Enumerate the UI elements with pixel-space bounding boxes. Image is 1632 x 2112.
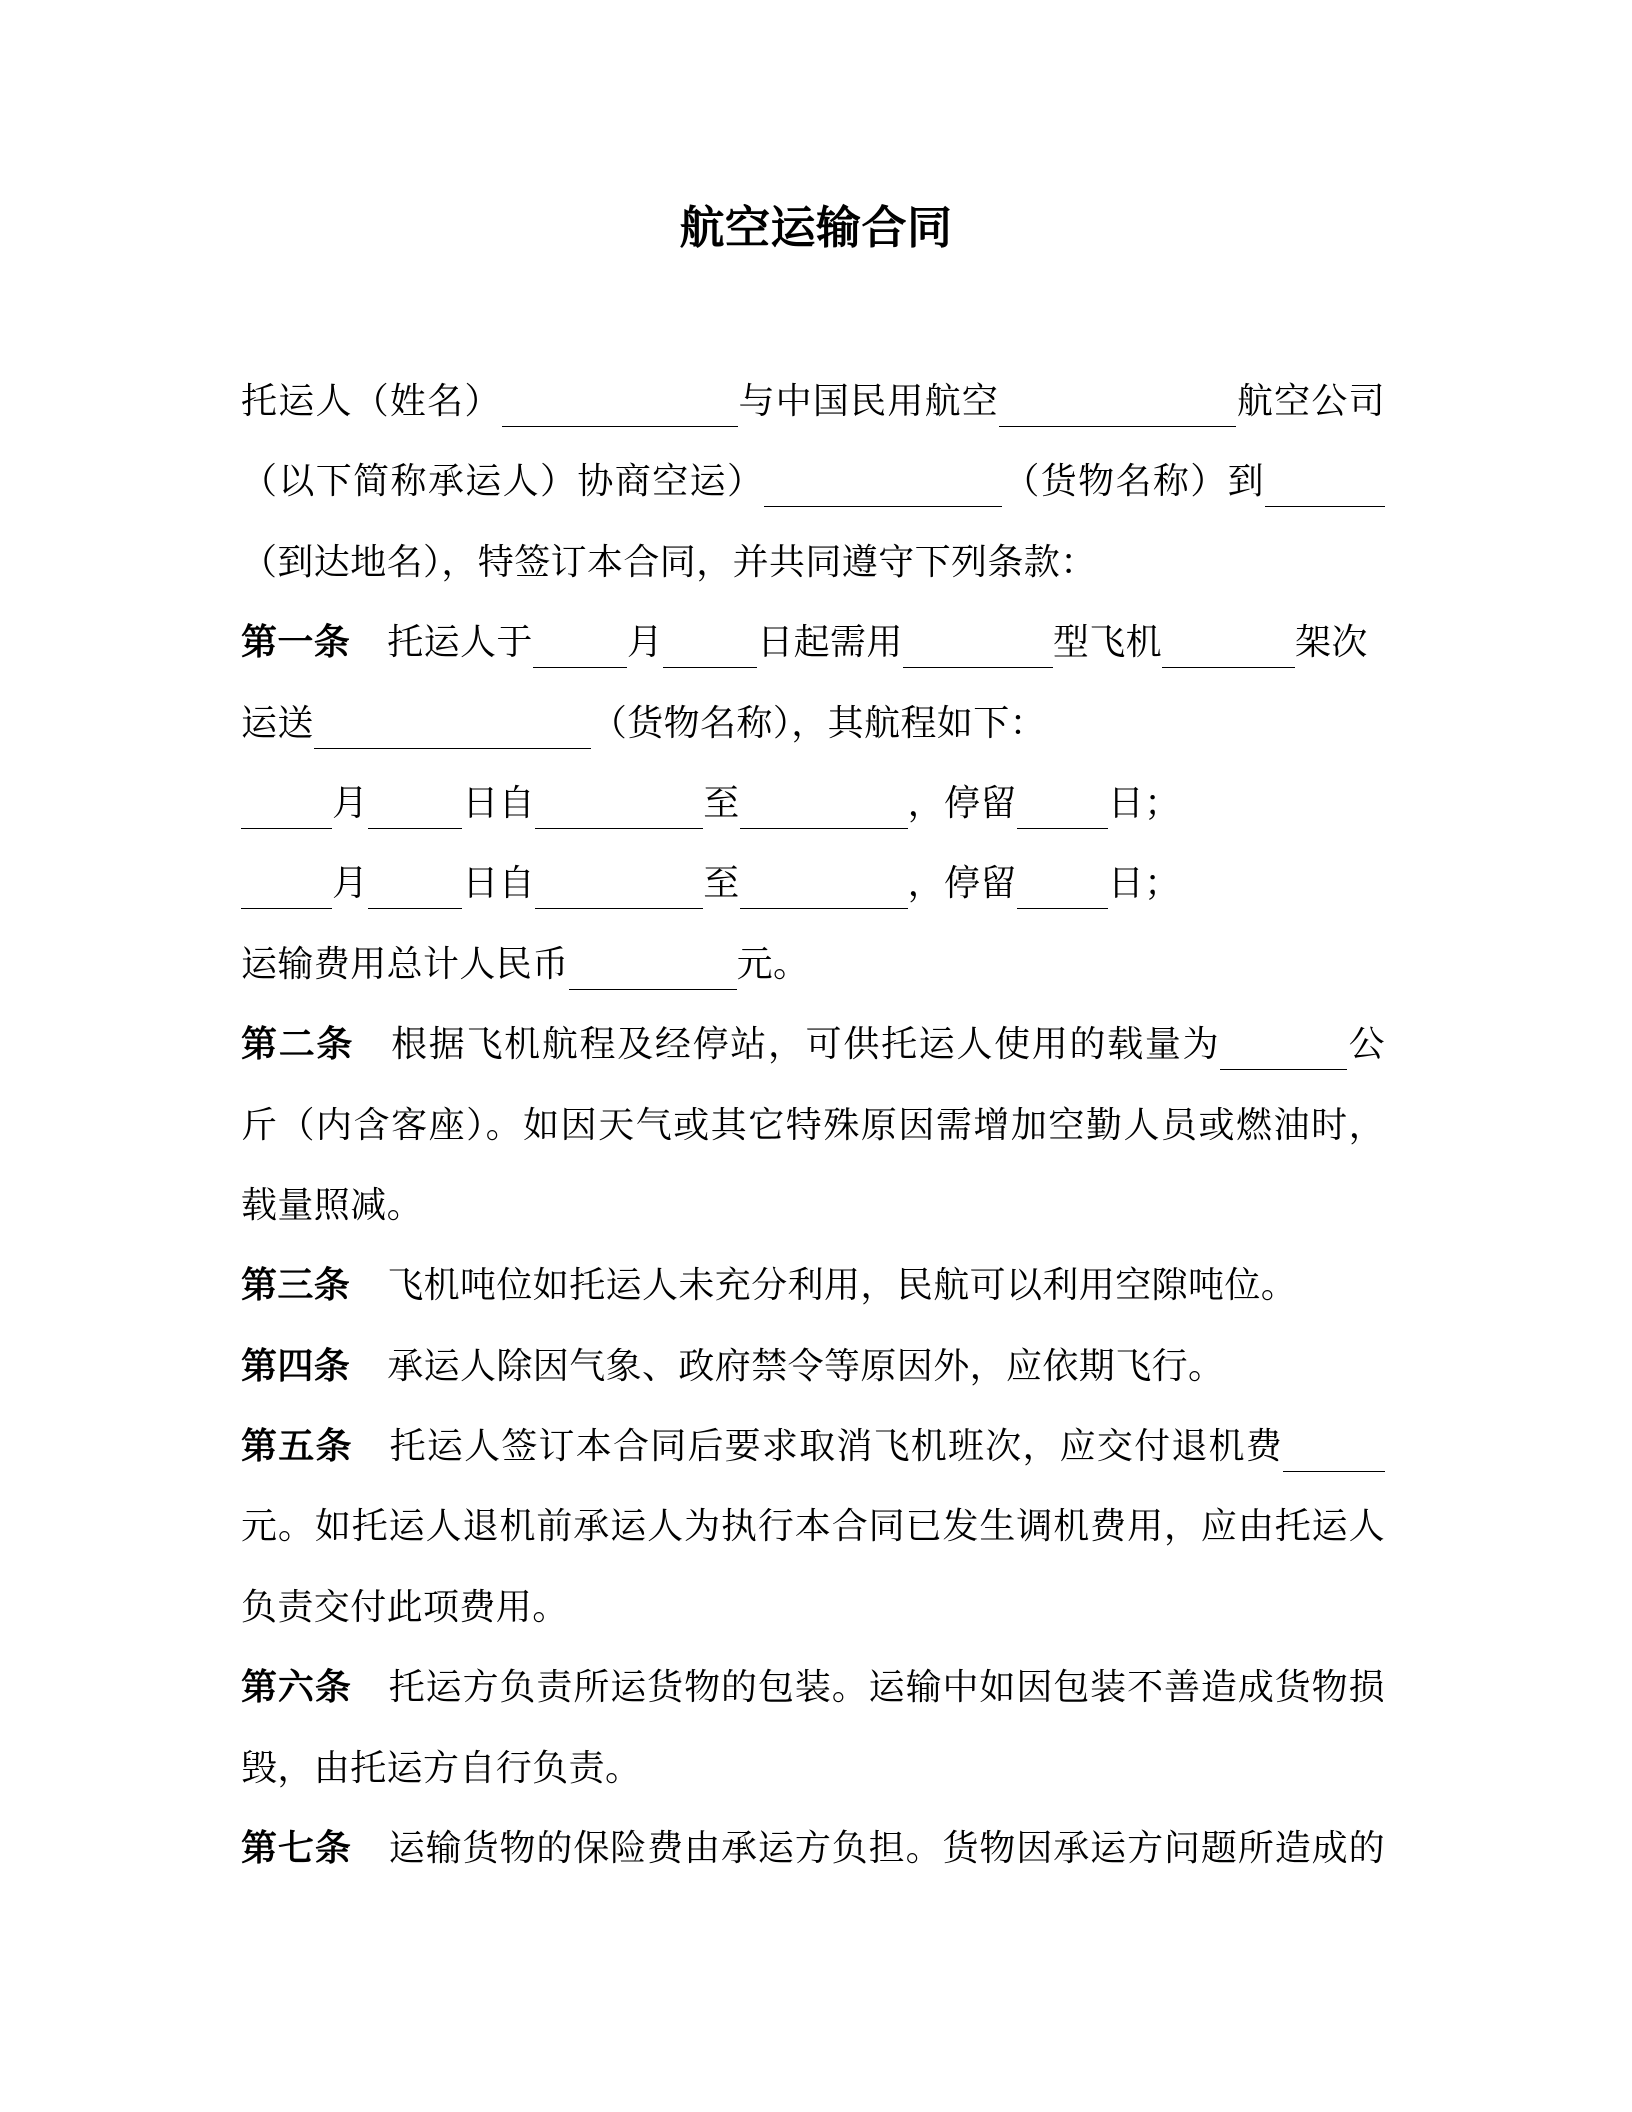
document-title: 航空运输合同 (679, 201, 953, 254)
aircraft-type-blank (903, 667, 1053, 668)
text-segment: （货物名称）到 (1002, 461, 1265, 503)
cargo-name-blank (314, 748, 591, 749)
leg-origin-blank (535, 908, 703, 909)
article-label: 第三条 (241, 1265, 351, 1307)
article-4-line-1 (241, 1327, 1385, 1407)
cancellation-fee-blank (1283, 1471, 1385, 1472)
article-6-line-1 (241, 1648, 1385, 1728)
article-label: 第六条 (241, 1667, 352, 1709)
text-segment: 载量照减。 (241, 1184, 424, 1226)
text-segment: ，停留 (907, 863, 1017, 905)
text-segment: 日自 (462, 782, 536, 824)
destination-blank (1265, 506, 1385, 507)
text-segment: 日； (1107, 782, 1181, 824)
start-month-blank (533, 667, 627, 668)
article-5-line-3 (241, 1568, 1385, 1648)
article-label: 第七条 (241, 1828, 352, 1870)
text-segment: 毁，由托运方自行负责。 (241, 1747, 642, 1789)
text-segment: 运输货物的保险费由承运方负担。货物因承运方问题所造成的 (388, 1828, 1386, 1870)
text-segment: 运送 (241, 702, 314, 744)
text-segment: 月 (332, 782, 369, 824)
article-1-route-leg-2 (241, 844, 1385, 924)
text-segment: （货物名称），其航程如下： (590, 702, 1047, 744)
leg-month-blank (241, 908, 332, 909)
text-segment: 元。如托运人退机前承运人为执行本合同已发生调机费用，应由托运人 (241, 1506, 1385, 1548)
leg-month-blank (241, 828, 332, 829)
leg-destination-blank (740, 908, 908, 909)
leg-day-blank (368, 828, 462, 829)
article-3-line-1 (241, 1246, 1385, 1326)
article-label: 第一条 (241, 622, 351, 664)
leg-origin-blank (535, 828, 703, 829)
article-label: 第四条 (241, 1345, 351, 1387)
text-segment: 斤（内含客座）。如因天气或其它特殊原因需增加空勤人员或燃油时， (241, 1104, 1385, 1146)
text-segment: 月 (626, 622, 664, 664)
article-2-line-1 (241, 1005, 1385, 1085)
total-fee-blank (569, 989, 737, 990)
start-day-blank (663, 667, 757, 668)
text-segment: 日起需用 (757, 622, 903, 664)
article-2-line-2 (241, 1086, 1385, 1166)
shipper-name-blank (502, 426, 738, 427)
text-segment: （到达地名），特签订本合同，并共同遵守下列条款： (241, 541, 1097, 583)
stay-days-blank (1017, 908, 1108, 909)
leg-day-blank (368, 908, 462, 909)
text-segment: 架次 (1295, 622, 1368, 664)
text-segment: 月 (332, 863, 369, 905)
article-1-line-2 (241, 684, 1385, 764)
article-2-line-3 (241, 1166, 1385, 1246)
text-segment: 至 (703, 782, 740, 824)
text-segment: 与中国民用航空 (737, 381, 1000, 422)
payload-blank (1220, 1069, 1347, 1070)
text-segment: 至 (703, 863, 740, 905)
article-label: 第五条 (241, 1426, 353, 1468)
text-segment: 日自 (462, 863, 536, 905)
article-1-total-fee (241, 925, 1385, 1005)
text-segment: 航空公司 (1236, 381, 1385, 422)
text-segment: 托运人（姓名） (241, 381, 502, 422)
stay-days-blank (1017, 828, 1108, 829)
article-1-route-leg-1 (241, 764, 1385, 844)
article-5-line-1 (241, 1407, 1385, 1487)
text-segment: （以下简称承运人）协商空运） (241, 461, 765, 503)
text-segment: 型飞机 (1052, 622, 1163, 664)
leg-destination-blank (740, 828, 908, 829)
preamble-line-1 (241, 362, 1385, 442)
preamble-line-3 (241, 523, 1385, 603)
text-segment: 公 (1347, 1024, 1385, 1066)
airline-name-blank (999, 426, 1236, 427)
article-label: 第二条 (241, 1024, 355, 1066)
article-5-line-2 (241, 1487, 1385, 1567)
text-segment: 负责交付此项费用。 (241, 1586, 569, 1628)
text-segment: 托运人签订本合同后要求取消飞机班次，应交付退机费 (389, 1426, 1283, 1468)
text-segment: 运输费用总计人民币 (241, 943, 569, 985)
text-segment: 托运人于 (387, 622, 533, 664)
article-6-line-2 (241, 1729, 1385, 1809)
document-body (241, 362, 1385, 1889)
article-1-line-1 (241, 603, 1385, 683)
text-segment: 承运人除因气象、政府禁令等原因外，应依期飞行。 (387, 1345, 1225, 1387)
text-segment: 根据飞机航程及经停站，可供托运人使用的载量为 (391, 1024, 1221, 1066)
text-segment: 日； (1107, 863, 1181, 905)
text-segment: ，停留 (907, 782, 1017, 824)
goods-name-blank (764, 506, 1002, 507)
text-segment: 托运方负责所运货物的包装。运输中如因包装不善造成货物损 (388, 1667, 1386, 1709)
text-segment: 元。 (736, 943, 810, 985)
flight-count-blank (1162, 667, 1295, 668)
preamble-line-2 (241, 442, 1385, 522)
article-7-line-1 (241, 1809, 1385, 1889)
text-segment: 飞机吨位如托运人未充分利用，民航可以利用空隙吨位。 (387, 1265, 1298, 1307)
